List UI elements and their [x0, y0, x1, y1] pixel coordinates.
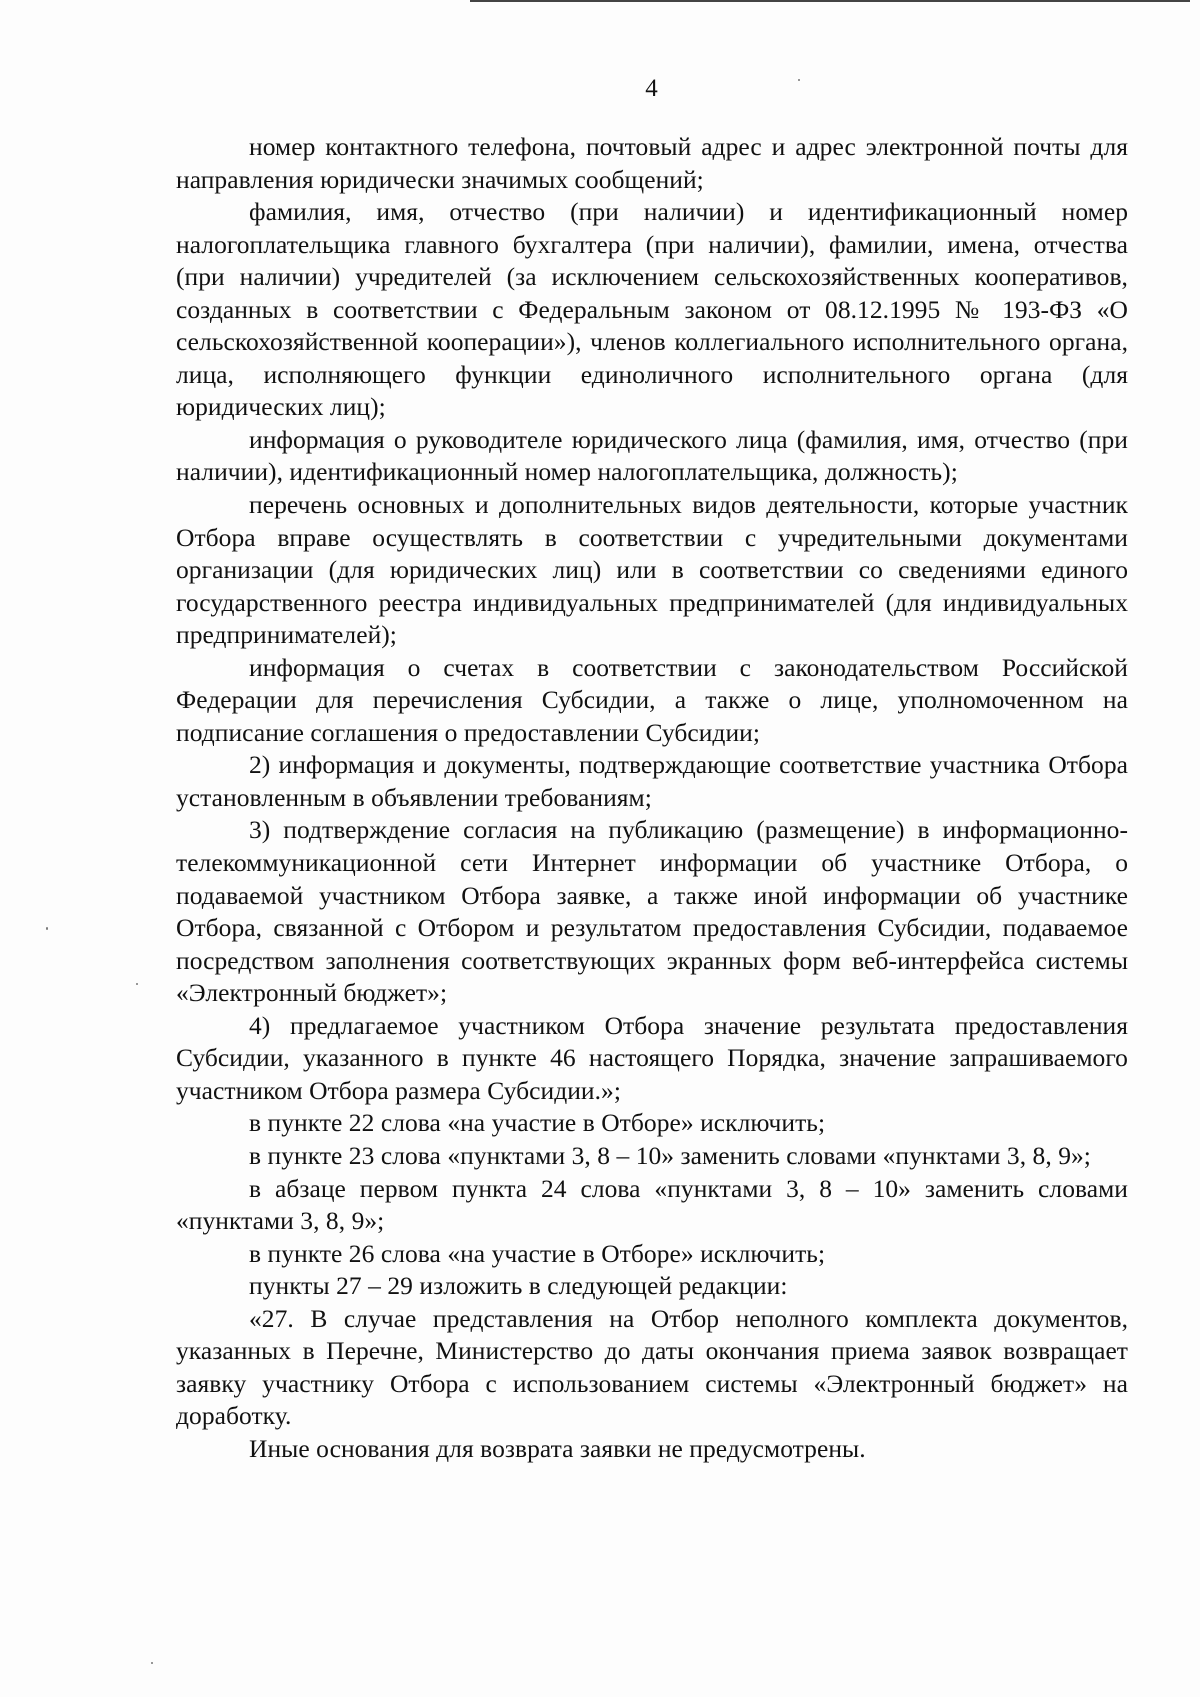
- scan-top-edge: [470, 0, 1190, 2]
- paragraph-point-24: в абзаце первом пункта 24 слова «пунктами 3, 8 – 10» заменить словами «пунктами 3, 8, 9»;: [176, 1173, 1128, 1236]
- paragraph-contact-info: номер контактного телефона, почтовый адрес и адрес электронной почты для направления юридически значимых сообщений;: [176, 132, 1128, 194]
- paragraph-activities-list: перечень основных и дополнительных видов деятельности, которые участник Отбора вправе осуществлять в соответствии с учредительными документами организации (для юридических лиц) или в соответствии со сведениями единого государственного реестра индивидуальных предпринимателей (для индивидуальных предпринимателей);: [176, 490, 1128, 650]
- paragraph-head-info: информация о руководителе юридического лица (фамилия, имя, отчество (при наличии), идентификационный номер налогоплательщика, должность);: [176, 424, 1128, 487]
- scan-speck: [136, 983, 138, 985]
- scan-speck: [151, 1662, 153, 1664]
- paragraph-point-22: в пункте 22 слова «на участие в Отборе» исключить;: [249, 1108, 826, 1138]
- paragraph-point-23: в пункте 23 слова «пунктами 3, 8 – 10» заменить словами «пунктами 3, 8, 9»;: [249, 1140, 1091, 1170]
- paragraph-accounts-info: информация о счетах в соответствии с законодательством Российской Федерации для перечисления Субсидии, а также о лице, уполномоченном на подписание соглашения о предоставлении Субсидии;: [176, 652, 1128, 747]
- paragraph-points-27-29: пункты 27 – 29 изложить в следующей редакции:: [249, 1271, 788, 1301]
- page-number: 4: [645, 75, 658, 102]
- document-body: [176, 131, 1128, 1465]
- paragraph-item-4: 4) предлагаемое участником Отбора значение результата предоставления Субсидии, указанного в пункте 46 настоящего Порядка, значение запрашиваемого участником Отбора размера Субсидии.»;: [176, 1010, 1128, 1105]
- paragraph-point-26: в пункте 26 слова «на участие в Отборе» исключить;: [249, 1238, 826, 1268]
- scan-speck: [798, 79, 800, 81]
- paragraph-item-2: 2) информация и документы, подтверждающие соответствие участника Отбора установленным в объявлении требованиям;: [176, 750, 1128, 812]
- paragraph-point-27: «27. В случае представления на Отбор неполного комплекта документов, указанных в Перечне, Министерство до даты окончания приема заявок возвращает заявку участнику Отбора с использованием системы «Электронный бюджет» на доработку.: [176, 1303, 1128, 1431]
- paragraph-item-3: 3) подтверждение согласия на публикацию (размещение) в информационно-телекоммуникационной сети Интернет информации об участнике Отбора, о подаваемой участником Отбора заявке, а также иной информации об участнике Отбора, связанной с Отбором и результатом предоставления Субсидии, подаваемое посредством заполнения соответствующих экранных форм веб-интерфейса системы «Электронный бюджет»;: [176, 815, 1128, 1008]
- scan-speck: [46, 927, 48, 930]
- paragraph-founders-info: фамилия, имя, отчество (при наличии) и идентификационный номер налогоплательщика главного бухгалтера (при наличии), фамилии, имена, отчества (при наличии) учредителей (за исключением сельскохозяйственных кооперативов, созданных в соответствии с Федеральным законом от 08.12.1995 № 193-ФЗ «О сельскохозяйственной кооперации»), членов коллегиального исполнительного органа, лица, исполняющего функции единоличного исполнительного органа (для юридических лиц);: [176, 197, 1128, 422]
- paragraph-other-grounds: Иные основания для возврата заявки не предусмотрены.: [249, 1433, 866, 1463]
